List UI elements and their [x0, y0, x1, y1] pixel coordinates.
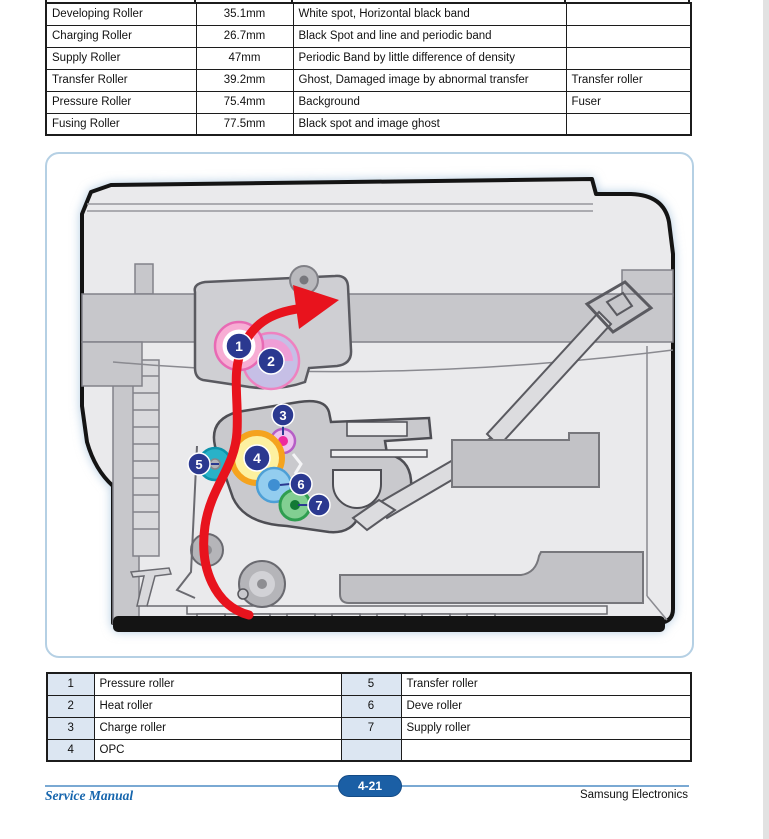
roller-defect-cell: Black spot and image ghost: [293, 113, 566, 135]
table-row: [46, 3, 691, 25]
roller-size-cell: 75.4mm: [196, 91, 293, 113]
table-row: [46, 47, 691, 69]
page-edge-strip: [763, 0, 769, 839]
pivot-dot: [300, 276, 309, 285]
badge-1-label: 1: [235, 338, 243, 354]
roller-unit-cell: [566, 25, 691, 47]
agitator-rod: [331, 450, 427, 457]
roller-size-cell: 47mm: [196, 47, 293, 69]
part-number-cell: [341, 739, 401, 761]
part-name-cell: Pressure roller: [94, 673, 341, 695]
badge-2-label: 2: [267, 353, 275, 369]
printer-diagram-box: [45, 152, 694, 658]
part-name-cell: Deve roller: [401, 695, 691, 717]
roller-defect-cell: White spot, Horizontal black band: [293, 3, 566, 25]
roller-unit-cell: Transfer roller: [566, 69, 691, 91]
developer-notch: [333, 470, 381, 508]
badge-5-label: 5: [195, 457, 203, 472]
band-step: [622, 270, 673, 296]
roller-defect-cell: Ghost, Damaged image by abnormal transfer: [293, 69, 566, 91]
part-name-cell: [401, 739, 691, 761]
roller-defect-cell: Background: [293, 91, 566, 113]
part-name-cell: Transfer roller: [401, 673, 691, 695]
roller-unit-cell: [566, 3, 691, 25]
badge-6-label: 6: [297, 477, 305, 492]
part-name-cell: Heat roller: [94, 695, 341, 717]
roller-size-cell: 26.7mm: [196, 25, 293, 47]
printer-base: [113, 616, 665, 632]
badge-7-label: 7: [315, 498, 323, 513]
table-row: [47, 695, 691, 717]
part-number-cell: 4: [47, 739, 94, 761]
roller-unit-cell: [566, 47, 691, 69]
roller-name-cell: Supply Roller: [46, 47, 196, 69]
table-row: [46, 91, 691, 113]
part-number-cell: 6: [341, 695, 401, 717]
badge-3-label: 3: [279, 408, 287, 423]
roller-defect-cell: Black Spot and line and periodic band: [293, 25, 566, 47]
band-tab: [135, 264, 153, 294]
roller-name-cell: Pressure Roller: [46, 91, 196, 113]
cassette-rail: [147, 606, 607, 614]
roller-defect-table: [45, 2, 692, 136]
table-row: [46, 113, 691, 135]
roller-defect-cell: Periodic Band by little difference of density: [293, 47, 566, 69]
table-row: [47, 717, 691, 739]
part-name-cell: Supply roller: [401, 717, 691, 739]
page-number-badge: 4-21: [338, 775, 402, 797]
roller-size-cell: 39.2mm: [196, 69, 293, 91]
roller-unit-cell: [566, 113, 691, 135]
roller-name-cell: Developing Roller: [46, 3, 196, 25]
company-name: Samsung Electronics: [579, 789, 688, 801]
printer-cross-section: [47, 154, 692, 656]
table-row: [47, 739, 691, 761]
roller-6-deve-core: [268, 479, 280, 491]
table-row: [46, 25, 691, 47]
cartridge-block: [452, 433, 599, 487]
part-name-cell: Charge roller: [94, 717, 341, 739]
manual-title: Service Manual: [45, 788, 134, 803]
pickup-roller-hub: [257, 579, 267, 589]
roller-name-cell: Transfer Roller: [46, 69, 196, 91]
roller-name-cell: Fusing Roller: [46, 113, 196, 135]
part-number-cell: 7: [341, 717, 401, 739]
part-number-cell: 5: [341, 673, 401, 695]
roller-size-cell: 35.1mm: [196, 3, 293, 25]
vent-rack: [133, 360, 159, 556]
badge-4-label: 4: [253, 450, 261, 466]
pivot-pin: [238, 589, 248, 599]
part-legend-table: [46, 672, 692, 762]
part-number-cell: 3: [47, 717, 94, 739]
roller-size-cell: 77.5mm: [196, 113, 293, 135]
developer-slot: [347, 422, 407, 436]
table-row: [46, 69, 691, 91]
part-number-cell: 2: [47, 695, 94, 717]
part-number-cell: 1: [47, 673, 94, 695]
roller-unit-cell: Fuser: [566, 91, 691, 113]
roller-name-cell: Charging Roller: [46, 25, 196, 47]
table-row: [47, 673, 691, 695]
part-name-cell: OPC: [94, 739, 341, 761]
